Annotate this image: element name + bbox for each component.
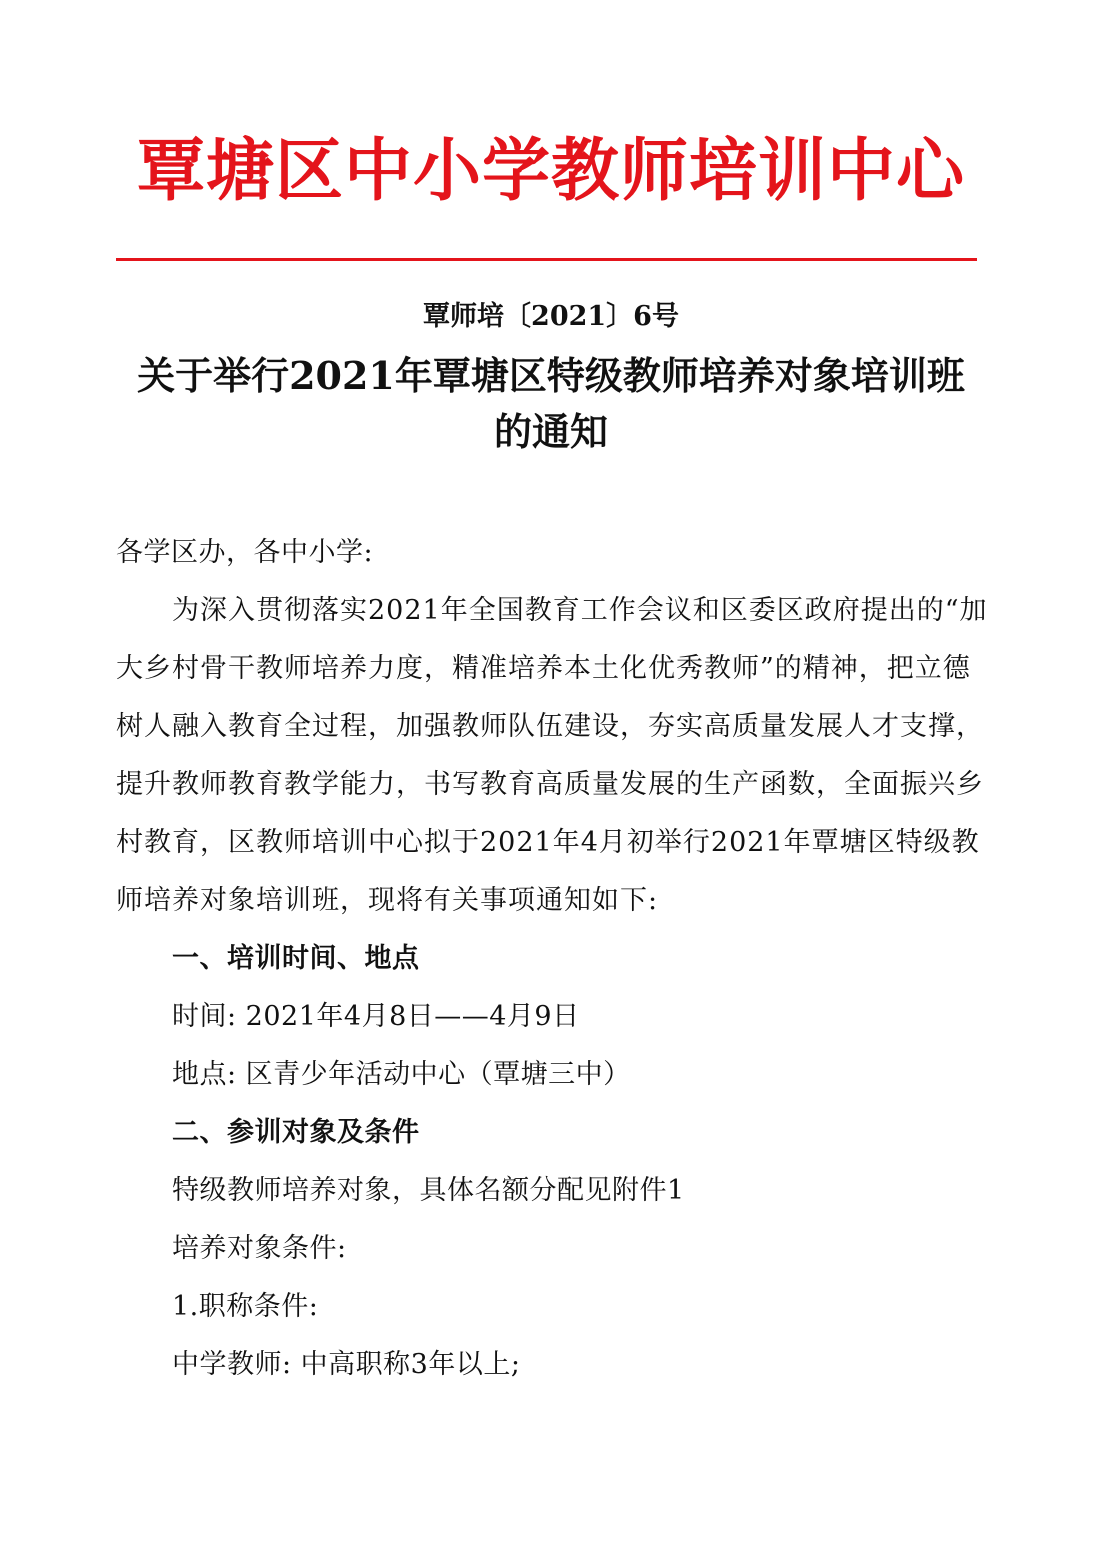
condition-item-1: 1.职称条件: [172,1291,319,1322]
notice-title [100,348,1002,460]
paragraph-line: 师培养对象培训班，现将有关事项通知如下: [116,885,659,916]
training-place: 地点: 区青少年活动中心（覃塘三中） [172,1059,631,1090]
paragraph-line: 为深入贯彻落实2021年全国教育工作会议和区委区政府提出的“加 [172,595,988,626]
section-heading-2: 二、参训对象及条件 [172,1117,420,1148]
paragraph-line: 树人融入教育全过程，加强教师队伍建设，夯实高质量发展人才支撑， [116,711,984,742]
target-participants: 特级教师培养对象，具体名额分配见附件1 [172,1175,685,1206]
document-number: 覃师培〔2021〕6号 [423,301,679,332]
paragraph-line: 村教育，区教师培训中心拟于2021年4月初举行2021年覃塘区特级教 [116,827,980,858]
intro-paragraph [116,582,988,930]
notice-title-line: 关于举行2021年覃塘区特级教师培养对象培训班 [137,353,965,398]
notice-title-line: 的通知 [493,409,608,454]
paragraph-line: 大乡村骨干教师培养力度，精准培养本土化优秀教师”的精神，把立德 [116,653,971,684]
section-heading-1: 一、培训时间、地点 [172,943,420,974]
paragraph-line: 提升教师教育教学能力，书写教育高质量发展的生产函数，全面振兴乡 [116,769,984,800]
organization-header: 覃塘区中小学教师培训中心 [136,132,965,211]
salutation: 各学区办，各中小学: [116,537,374,568]
conditions-label: 培养对象条件: [172,1233,347,1264]
training-time: 时间: 2021年4月8日——4月9日 [172,1001,580,1032]
middle-school-condition: 中学教师: 中高职称3年以上; [172,1349,521,1380]
red-divider [116,258,977,261]
